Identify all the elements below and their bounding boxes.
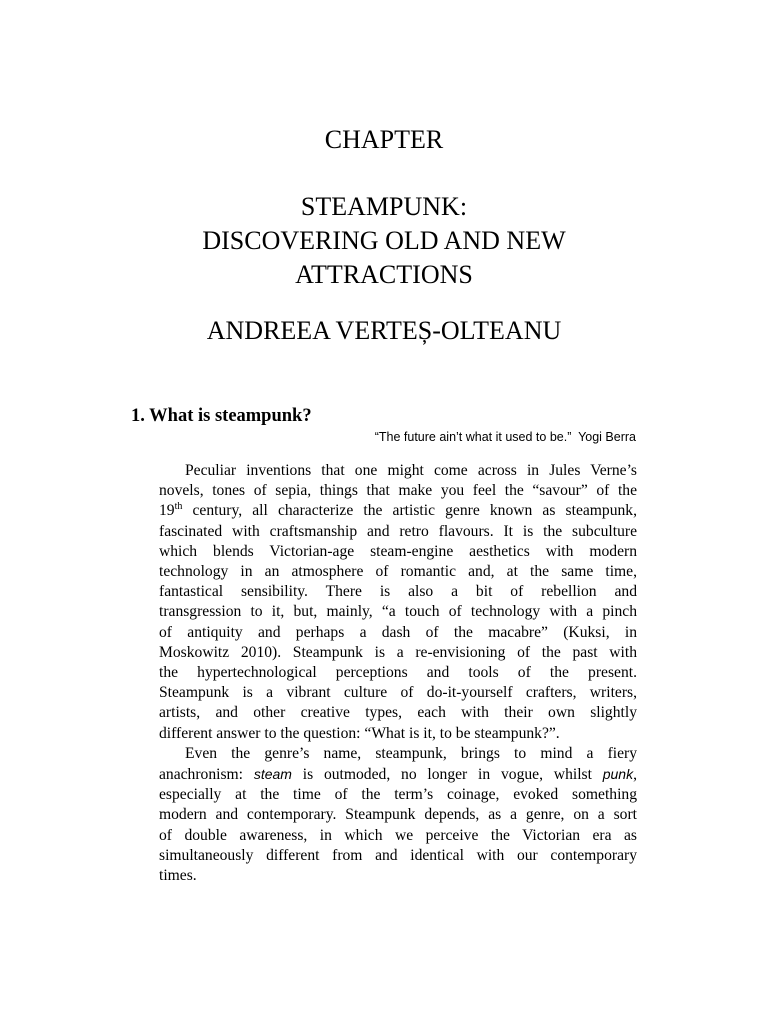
text-line: fascinated with craftsmanship and retro flavours. It is the subculture bbox=[159, 522, 637, 540]
epigraph-quote: “The future ain’t what it used to be.” Yogi Berra bbox=[374, 430, 636, 444]
text-line: novels, tones of sepia, things that make you feel the “savour” of the bbox=[159, 482, 637, 500]
text-line: Peculiar inventions that one might come across in Jules Verne’s bbox=[185, 462, 637, 479]
chapter-title-line-3: ATTRACTIONS bbox=[295, 260, 473, 289]
text-line: which blends Victorian-age steam-engine aesthetics with modern bbox=[159, 542, 637, 560]
chapter-author bbox=[0, 314, 768, 348]
chapter-label bbox=[0, 123, 768, 157]
century-number: 19 bbox=[159, 502, 175, 520]
text-line: of double awareness, in which we perceive the Victorian era as bbox=[159, 826, 637, 844]
text-line: especially at the time of the term’s coinage, evoked something bbox=[159, 786, 637, 804]
text-line: artists, and other creative types, each with their own slightly bbox=[159, 704, 637, 722]
text-line: Even the genre’s name, steampunk, brings to mind a fiery bbox=[185, 744, 637, 762]
text-line: Moskowitz 2010). Steampunk is a re-envisioning of the past with bbox=[159, 643, 637, 661]
text-line: Steampunk is a vibrant culture of do-it-yourself crafters, writers, bbox=[159, 684, 637, 702]
paragraph-2 bbox=[131, 744, 637, 886]
text-segment: is outmoded, no longer in vogue, whilst bbox=[291, 766, 603, 784]
text-line bbox=[131, 764, 637, 785]
text-line: of antiquity and perhaps a dash of the macabre” (Kuksi, in bbox=[159, 623, 637, 641]
text-line: different answer to the question: “What is it, to be steampunk?”. bbox=[159, 724, 560, 742]
body-text bbox=[131, 461, 637, 886]
chapter-label-text: CHAPTER bbox=[324, 125, 444, 154]
text-line: transgression to it, but, mainly, “a touch of technology with a pinch bbox=[159, 603, 637, 621]
ordinal-superscript: th bbox=[174, 501, 183, 513]
text-segment: century, all characterize the artistic genre known as steampunk, bbox=[182, 502, 637, 520]
chapter-title bbox=[0, 190, 768, 292]
chapter-title-line-2: DISCOVERING OLD AND NEW bbox=[202, 226, 566, 255]
paragraph-1 bbox=[131, 461, 637, 744]
emphasis-steam: steam bbox=[253, 766, 292, 783]
text-line: technology in an atmosphere of romantic and, at the same time, bbox=[159, 563, 637, 581]
text-line: simultaneously different from and identical with our contemporary bbox=[159, 846, 637, 864]
text-line: fantastical sensibility. There is also a bit of rebellion and bbox=[159, 583, 637, 601]
text-line: times. bbox=[159, 867, 197, 885]
text-line: modern and contemporary. Steampunk depends, as a genre, on a sort bbox=[159, 806, 637, 824]
chapter-title-line-1: STEAMPUNK: bbox=[300, 192, 468, 221]
section-heading: 1. What is steampunk? bbox=[131, 406, 312, 426]
author-name: ANDREEA VERTEȘ-OLTEANU bbox=[206, 316, 562, 345]
text-line bbox=[131, 501, 637, 521]
emphasis-punk: punk bbox=[602, 766, 634, 783]
text-line: the hypertechnological perceptions and tools of the present. bbox=[159, 664, 637, 682]
text-segment: anachronism: bbox=[159, 766, 254, 784]
text-segment: , bbox=[633, 766, 637, 784]
